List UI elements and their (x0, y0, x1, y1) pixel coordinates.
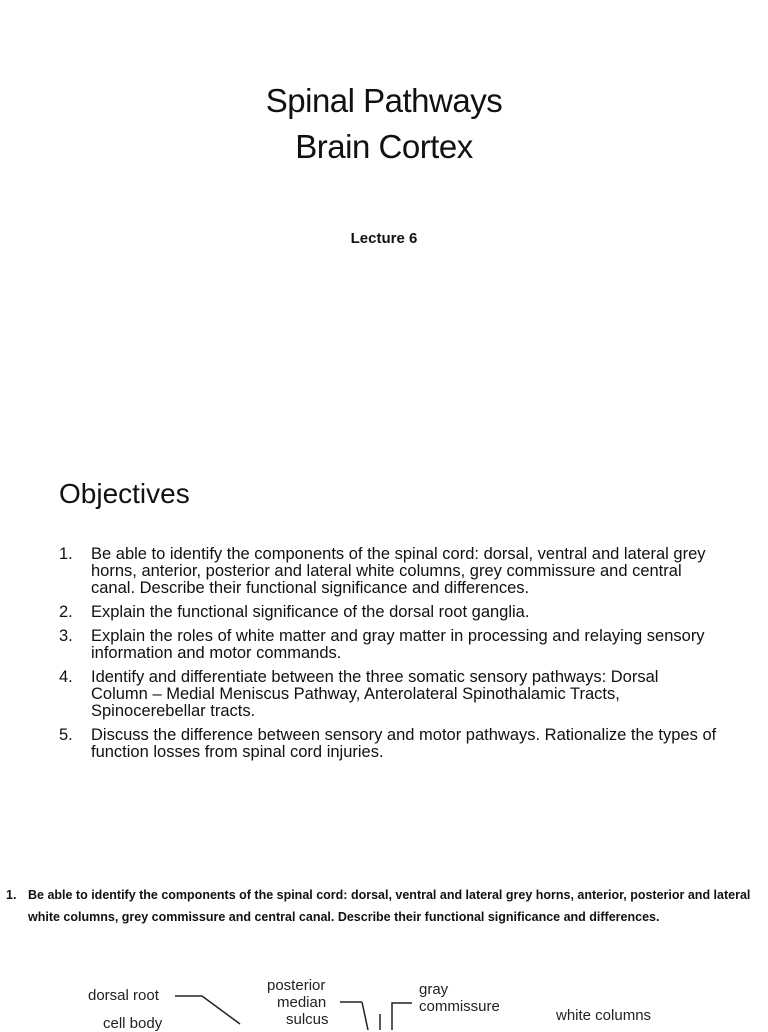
objective-text: Identify and differentiate between the three somatic sensory pathways: Dorsal Column – Medial Meniscus Pathway, Anterolateral Spinothalamic Tracts, Spinocerebellar tracts. (91, 668, 659, 720)
objective-item (59, 604, 719, 621)
label-cell-body: cell body (103, 1015, 163, 1032)
question-text-block (6, 884, 764, 928)
label-commissure: commissure (419, 998, 500, 1015)
objectives-list (59, 546, 719, 768)
objective-number: 5. (59, 726, 73, 744)
objectives-heading: Objectives (59, 478, 190, 509)
objective-number: 3. (59, 627, 73, 645)
objective-item (59, 669, 719, 720)
label-sulcus: sulcus (286, 1011, 329, 1028)
label-median: median (277, 994, 327, 1011)
spinal-cord-diagram (0, 970, 768, 1030)
question-number: 1. (6, 888, 17, 902)
objective-item (59, 546, 719, 597)
spinal-cord-slide (0, 840, 768, 1032)
slide-subtitle: Lecture 6 (350, 230, 418, 247)
slide-title-line-1: Spinal Pathways (265, 82, 503, 119)
slide-title-line-2: Brain Cortex (295, 128, 473, 165)
objectives-slide (0, 440, 768, 840)
label-white-columns: white columns (556, 1007, 652, 1024)
objective-item (59, 628, 719, 662)
objective-text: Explain the functional significance of the dorsal root ganglia. (91, 603, 530, 621)
title-slide (0, 0, 768, 440)
objective-item (59, 727, 719, 761)
label-dorsal-root: dorsal root (88, 987, 159, 1004)
objective-number: 1. (59, 545, 73, 563)
objective-text: Discuss the difference between sensory and motor pathways. Rationalize the types of function losses from spinal cord injuries. (91, 726, 717, 761)
objective-text: Be able to identify the components of the spinal cord: dorsal, ventral and lateral grey horns, anterior, posterior and lateral white columns, grey commissure and central canal. Describe their functional significance and differences. (91, 545, 706, 597)
objective-number: 4. (59, 668, 73, 686)
objective-number: 2. (59, 603, 73, 621)
objective-text: Explain the roles of white matter and gray matter in processing and relaying sensory information and motor commands. (91, 627, 705, 662)
question-body: Be able to identify the components of the spinal cord: dorsal, ventral and lateral grey horns, anterior, posterior and lateral white columns, grey commissure and central canal. Describe their functional significance and differences. (28, 888, 751, 924)
label-posterior: posterior (267, 977, 326, 994)
label-gray: gray (419, 981, 449, 998)
